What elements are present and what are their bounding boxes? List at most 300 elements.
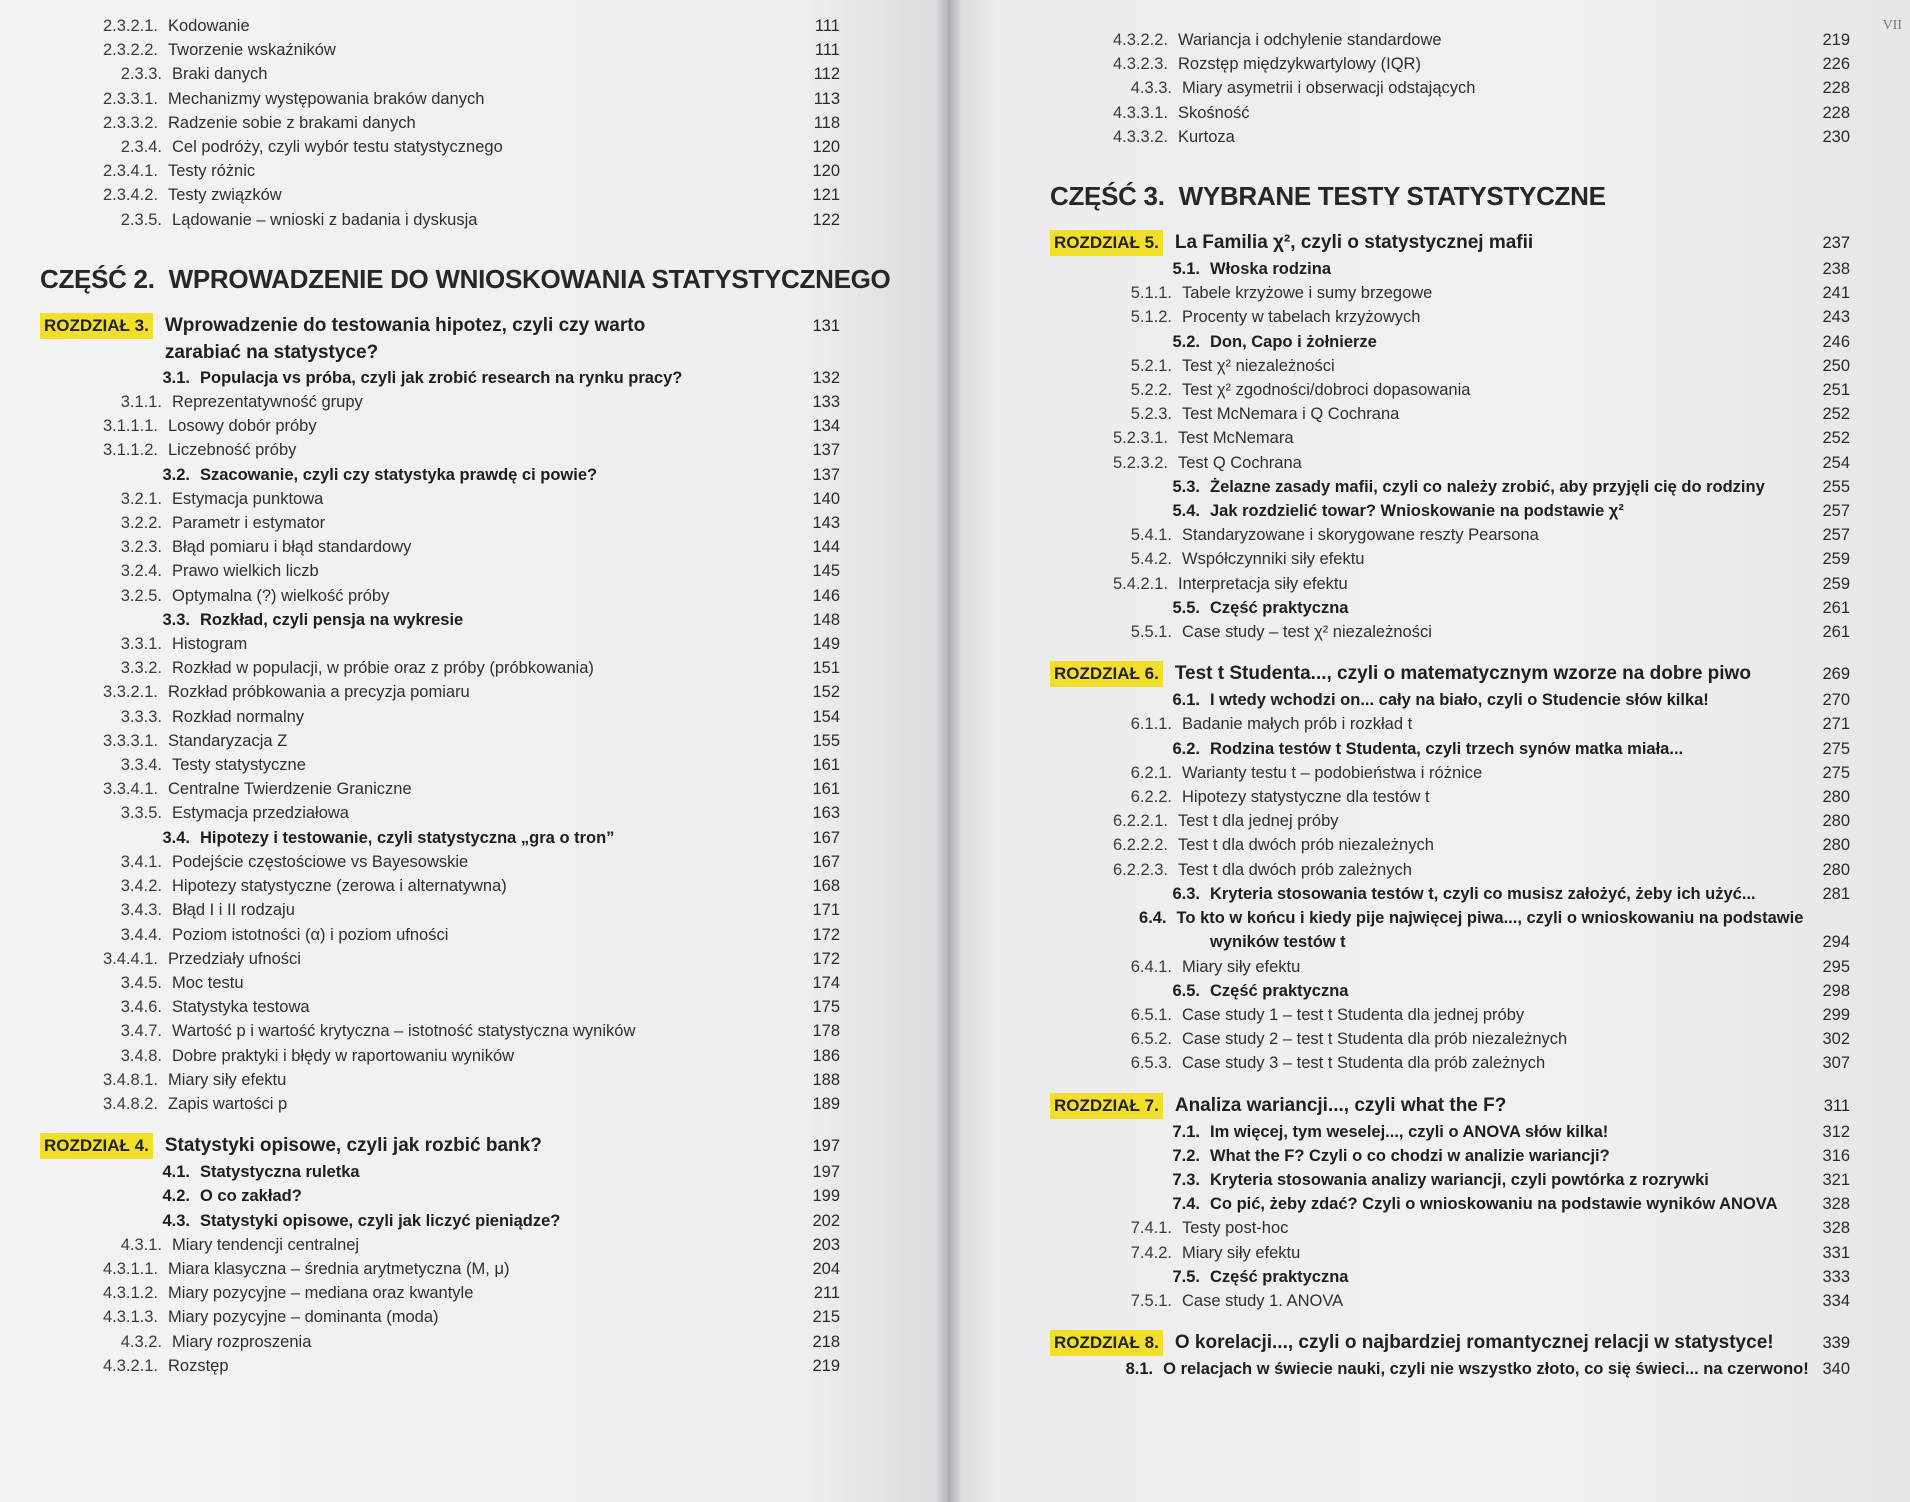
toc-entry [40, 135, 840, 159]
entry-title: Co pić, żeby zdać? Czyli o wnioskowaniu na podstawie wyników ANOVA [1210, 1195, 1778, 1214]
chapter-title: O korelacji..., czyli o najbardziej romantycznej relacji w statystyce! [1174, 1332, 1774, 1354]
toc-entry [40, 1354, 840, 1378]
entry-number: 5.2.3. [1130, 405, 1172, 424]
entry-title: Jak rozdzielić towar? Wnioskowanie na podstawie χ² [1210, 502, 1624, 521]
toc-entry [40, 826, 840, 850]
entry-number: 3.3.3. [120, 707, 162, 726]
entry-page: 254 [1822, 453, 1850, 472]
entry-page: 280 [1822, 812, 1850, 831]
entry-title: Kryteria stosowania analizy wariancji, czyli powtórka z rozrywki [1210, 1170, 1709, 1189]
entry-number: 7.5. [1172, 1267, 1200, 1286]
entry-title: Rozstęp międzykwartylowy (IQR) [1178, 55, 1421, 74]
entry-title: To kto w końcu i kiedy pije najwięcej piwa..., czyli o wnioskowaniu na podstawie [1176, 909, 1804, 928]
toc-entry [1050, 547, 1850, 571]
entry-number: 5.2.1. [1130, 356, 1172, 375]
toc-entry [40, 971, 840, 995]
entry-page: 333 [1822, 1267, 1850, 1286]
entry-page: 270 [1822, 691, 1850, 710]
entry-page: 137 [812, 441, 840, 460]
toc-entry [40, 535, 840, 559]
entry-title: Interpretacja siły efektu [1178, 574, 1348, 593]
entry-page: 280 [1822, 836, 1850, 855]
entry-page: 211 [813, 1284, 840, 1303]
toc-entry [40, 801, 840, 825]
entry-page: 152 [812, 683, 840, 702]
toc-entry [1050, 1357, 1850, 1381]
entry-number: 4.3.3. [1130, 79, 1172, 98]
entry-title: Test McNemara i Q Cochrana [1182, 405, 1400, 424]
entry-page: 134 [812, 417, 840, 436]
entry-number: 6.2. [1172, 739, 1200, 758]
chapter-heading [1050, 660, 1850, 688]
toc-list [1050, 257, 1850, 644]
entry-title: Zapis wartości p [168, 1094, 288, 1113]
entry-page: 172 [812, 949, 840, 968]
part-title: WPROWADZENIE DO WNIOSKOWANIA STATYSTYCZNEGO [168, 263, 891, 294]
entry-number: 6.2.2.1. [1112, 812, 1168, 831]
entry-title: Liczebność próby [168, 441, 297, 460]
toc-entry [1050, 523, 1850, 547]
entry-page: 328 [1822, 1219, 1850, 1238]
entry-page: 261 [1822, 623, 1850, 642]
toc-entry [40, 463, 840, 487]
toc-entry [40, 995, 840, 1019]
entry-number: 7.2. [1172, 1146, 1200, 1165]
entry-page: 167 [812, 852, 840, 871]
entry-page: 218 [812, 1332, 840, 1351]
entry-number: 2.3.3. [120, 65, 162, 84]
entry-number: 7.4.1. [1130, 1219, 1172, 1238]
entry-number: 3.3.1. [120, 635, 162, 654]
entry-page: 112 [813, 65, 840, 84]
toc-entry [1050, 354, 1850, 378]
toc-entry [1050, 305, 1850, 329]
toc-entry [1050, 572, 1850, 596]
entry-page: 204 [812, 1259, 840, 1278]
entry-title: Reprezentatywność grupy [172, 393, 363, 412]
entry-title: What the F? Czyli o co chodzi w analizie wariancji? [1210, 1146, 1610, 1165]
toc-entry [40, 1209, 840, 1233]
toc-entry [40, 87, 840, 111]
chapter-title-line1: Wprowadzenie do testowania hipotez, czyli czy warto [164, 314, 646, 336]
entry-title: Podejście częstościowe vs Bayesowskie [172, 852, 469, 871]
toc-entry [1050, 1265, 1850, 1289]
entry-title: Hipotezy statystyczne (zerowa i alternatywna) [172, 877, 507, 896]
entry-page: 307 [1822, 1054, 1850, 1073]
toc-list [40, 366, 840, 1116]
entry-page: 243 [1822, 308, 1850, 327]
entry-page: 202 [812, 1211, 840, 1230]
chapter-title: La Familia χ², czyli o statystycznej mafii [1174, 232, 1534, 254]
entry-number: 2.3.4.2. [102, 186, 158, 205]
entry-page: 302 [1822, 1030, 1850, 1049]
entry-number: 3.2.5. [120, 586, 162, 605]
entry-number: 7.4. [1172, 1195, 1200, 1214]
entry-number: 4.2. [162, 1187, 190, 1206]
toc-entry [1050, 101, 1850, 125]
toc-entry [40, 923, 840, 947]
toc-entry [1050, 499, 1850, 523]
entry-page: 148 [812, 610, 840, 629]
entry-title: Moc testu [172, 973, 244, 992]
toc-entry [40, 1092, 840, 1116]
entry-page: 149 [812, 635, 840, 654]
entry-page: 298 [1822, 981, 1850, 1000]
entry-number: 2.3.2.2. [102, 41, 158, 60]
entry-page: 168 [812, 877, 840, 896]
entry-page: 280 [1822, 860, 1850, 879]
entry-page: 197 [812, 1163, 840, 1182]
toc-entry [1050, 76, 1850, 100]
entry-page: 252 [1822, 405, 1850, 424]
entry-page: 261 [1822, 598, 1850, 617]
toc-entry [1050, 1289, 1850, 1313]
toc-entry [1050, 426, 1850, 450]
entry-number: 4.3.2.3. [1112, 55, 1168, 74]
entry-title: Cel podróży, czyli wybór testu statystycznego [172, 138, 503, 157]
entry-page: 203 [812, 1235, 840, 1254]
entry-title: Estymacja przedziałowa [172, 804, 349, 823]
entry-title: Radzenie sobie z brakami danych [168, 113, 416, 132]
entry-title: Im więcej, tym weselej..., czyli o ANOVA słów kilka! [1210, 1122, 1609, 1141]
entry-page: 271 [1822, 715, 1850, 734]
entry-title: Miary asymetrii i obserwacji odstających [1182, 79, 1476, 98]
entry-page: 252 [1822, 429, 1850, 448]
entry-page: 172 [812, 925, 840, 944]
entry-title: Test χ² niezależności [1182, 356, 1335, 375]
entry-title: Losowy dobór próby [168, 417, 317, 436]
entry-number: 7.5.1. [1130, 1291, 1172, 1310]
entry-page: 259 [1822, 574, 1850, 593]
entry-page: 275 [1822, 763, 1850, 782]
entry-number: 3.3.4. [120, 756, 162, 775]
entry-title: Kurtoza [1178, 127, 1235, 146]
entry-page: 312 [1822, 1122, 1850, 1141]
toc-entry [40, 1184, 840, 1208]
entry-number: 6.1. [1172, 691, 1200, 710]
entry-page: 230 [1822, 127, 1850, 146]
entry-page: 174 [812, 973, 840, 992]
toc-entry [1050, 688, 1850, 712]
toc-entry [1050, 930, 1850, 954]
entry-page: 144 [812, 538, 840, 557]
toc-entry [1050, 833, 1850, 857]
toc-entry [1050, 1120, 1850, 1144]
entry-number: 3.4.2. [120, 877, 162, 896]
toc-entry [1050, 712, 1850, 736]
entry-page: 241 [1822, 284, 1850, 303]
entry-title: Statystyki opisowe, czyli jak liczyć pieniądze? [200, 1211, 561, 1230]
entry-page: 113 [813, 89, 840, 108]
toc-entry [1050, 809, 1850, 833]
toc-entry [40, 777, 840, 801]
entry-number: 5.4. [1172, 502, 1200, 521]
entry-page: 188 [812, 1070, 840, 1089]
toc-entry [40, 632, 840, 656]
entry-page: 275 [1822, 739, 1850, 758]
entry-number: 2.3.4.1. [102, 162, 158, 181]
entry-title: Test t dla dwóch prób zależnych [1178, 860, 1412, 879]
entry-page: 226 [1822, 55, 1850, 74]
entry-number: 3.4.5. [120, 973, 162, 992]
entry-page: 228 [1822, 79, 1850, 98]
toc-entry [1050, 596, 1850, 620]
entry-number: 7.4.2. [1130, 1243, 1172, 1262]
entry-number: 5.2. [1172, 332, 1200, 351]
entry-number: 4.3.3.1. [1112, 103, 1168, 122]
entry-title: Dobre praktyki i błędy w raportowaniu wyników [172, 1046, 515, 1065]
entry-title: Test χ² zgodności/dobroci dopasowania [1182, 381, 1471, 400]
toc-entry [40, 680, 840, 704]
chapter-title: Analiza wariancji..., czyli what the F? [1174, 1094, 1507, 1116]
toc-entry [40, 414, 840, 438]
part-title: WYBRANE TESTY STATYSTYCZNE [1178, 181, 1606, 212]
toc-entry [1050, 1027, 1850, 1051]
chapter-badge: ROZDZIAŁ 3. [40, 313, 153, 339]
toc-entry [1050, 281, 1850, 305]
entry-number: 3.1.1.2. [102, 441, 158, 460]
toc-entry [40, 438, 840, 462]
entry-title: Tabele krzyżowe i sumy brzegowe [1182, 284, 1433, 303]
entry-page: 178 [812, 1022, 840, 1041]
entry-title: Miara klasyczna – średnia arytmetyczna (M, μ) [168, 1259, 510, 1278]
entry-title: Estymacja punktowa [172, 489, 324, 508]
chapter-badge: ROZDZIAŁ 6. [1050, 661, 1163, 687]
entry-title: Przedziały ufności [168, 949, 301, 968]
toc-entry [1050, 955, 1850, 979]
page-number: VII [1882, 18, 1902, 33]
entry-page: 219 [1822, 31, 1850, 49]
entry-title: Żelazne zasady mafii, czyli co należy zrobić, aby przyjęli cię do rodziny [1210, 477, 1765, 496]
entry-title: Kryteria stosowania testów t, czyli co musisz założyć, żeby ich użyć... [1210, 884, 1756, 903]
toc-entry [1050, 785, 1850, 809]
toc-entry [1050, 28, 1850, 52]
entry-number: 6.5.3. [1130, 1054, 1172, 1073]
entry-page: 280 [1822, 788, 1850, 807]
entry-page: 171 [812, 901, 840, 920]
entry-title: Case study 1. ANOVA [1182, 1291, 1344, 1310]
toc-entry [40, 14, 840, 38]
entry-title: Miary siły efektu [168, 1070, 287, 1089]
toc-entry [40, 208, 840, 232]
entry-number: 3.2.2. [120, 514, 162, 533]
entry-title: Case study 2 – test t Studenta dla prób niezależnych [1182, 1030, 1568, 1049]
entry-number: 3.1. [162, 368, 190, 387]
entry-number: 3.4.8. [120, 1046, 162, 1065]
entry-title: Miary pozycyjne – dominanta (moda) [168, 1308, 439, 1327]
chapter-title: Test t Studenta..., czyli o matematycznym wzorze na dobre piwo [1174, 663, 1751, 685]
entry-page: 316 [1822, 1146, 1850, 1165]
entry-number: 3.4.8.1. [102, 1070, 158, 1089]
toc-entry [1050, 378, 1850, 402]
entry-number: 6.2.2. [1130, 788, 1172, 807]
entry-number: 6.2.2.2. [1112, 836, 1168, 855]
toc-entry [1050, 906, 1850, 930]
toc-entry [1050, 1144, 1850, 1168]
toc-entry [1050, 979, 1850, 1003]
entry-number: 3.4. [162, 828, 190, 847]
part-label: CZĘŚĆ 3. [1050, 181, 1165, 212]
chapter-heading [1050, 1329, 1850, 1357]
left-toc [40, 14, 891, 1378]
entry-title: Część praktyczna [1210, 598, 1349, 617]
entry-number: 4.3. [162, 1211, 190, 1230]
entry-number: 3.4.3. [120, 901, 162, 920]
toc-entry [1050, 257, 1850, 281]
toc-entry [1050, 1192, 1850, 1216]
toc-entry [1050, 620, 1850, 644]
entry-page: 251 [1822, 381, 1850, 400]
entry-number: 5.1.1. [1130, 284, 1172, 303]
entry-title: Wariancja i odchylenie standardowe [1178, 31, 1442, 49]
entry-page: 334 [1822, 1291, 1850, 1310]
entry-number: 3.2. [162, 465, 190, 484]
toc-entry [1050, 1003, 1850, 1027]
entry-number: 3.4.4.1. [102, 949, 158, 968]
entry-title: Statystyczna ruletka [200, 1163, 360, 1182]
entry-page: 161 [812, 756, 840, 775]
entry-number: 6.1.1. [1130, 715, 1172, 734]
entry-page: 257 [1822, 526, 1850, 545]
entry-title: Hipotezy statystyczne dla testów t [1182, 788, 1430, 807]
entry-number: 6.4. [1139, 909, 1167, 928]
entry-number: 3.3.3.1. [102, 731, 158, 750]
entry-title: Optymalna (?) wielkość próby [172, 586, 390, 605]
toc-entry [40, 1257, 840, 1281]
toc-entry [40, 1019, 840, 1043]
toc-entry [40, 729, 840, 753]
entry-title: Warianty testu t – podobieństwa i różnice [1182, 763, 1483, 782]
entry-page: 132 [812, 368, 840, 387]
toc-entry [40, 1233, 840, 1257]
entry-number: 3.3.5. [120, 804, 162, 823]
chapter-heading [40, 1132, 840, 1160]
chapter-heading [1050, 1092, 1850, 1120]
entry-page: 259 [1822, 550, 1850, 569]
chapter-page: 269 [1822, 665, 1850, 684]
entry-title: Rozkład normalny [172, 707, 305, 726]
entry-number: 3.3.2. [120, 659, 162, 678]
entry-number: 7.1. [1172, 1122, 1200, 1141]
entry-page: 228 [1822, 103, 1850, 122]
entry-page: 161 [812, 780, 840, 799]
entry-page: 155 [812, 731, 840, 750]
entry-page: 145 [812, 562, 840, 581]
entry-number: 2.3.3.2. [102, 113, 158, 132]
entry-title: Test t dla dwóch prób niezależnych [1178, 836, 1434, 855]
entry-number: 3.2.3. [120, 538, 162, 557]
entry-number: 6.5.1. [1130, 1005, 1172, 1024]
entry-number: 2.3.5. [120, 210, 162, 229]
entry-title: Statystyka testowa [172, 998, 310, 1017]
entry-number: 6.5. [1172, 981, 1200, 1000]
toc-entry [40, 608, 840, 632]
entry-title: Parametr i estymator [172, 514, 326, 533]
entry-page: 163 [812, 804, 840, 823]
entry-title: Miary pozycyjne – mediana oraz kwantyle [168, 1284, 474, 1303]
chapter-heading [1050, 229, 1850, 257]
entry-number: 5.5.1. [1130, 623, 1172, 642]
entry-title: Współczynniki siły efektu [1182, 550, 1365, 569]
toc-entry [40, 366, 840, 390]
entry-title: Włoska rodzina [1210, 260, 1332, 279]
entry-page: 154 [812, 707, 840, 726]
entry-number: 4.3.1. [120, 1235, 162, 1254]
entry-number: 3.3.4.1. [102, 780, 158, 799]
entry-title: Testy post-hoc [1182, 1219, 1289, 1238]
entry-title: Błąd pomiaru i błąd standardowy [172, 538, 412, 557]
toc-list [1050, 28, 1850, 149]
entry-number: 4.3.2. [120, 1332, 162, 1351]
entry-page: 189 [812, 1094, 840, 1113]
entry-number: 2.3.3.1. [102, 89, 158, 108]
entry-page: 215 [812, 1308, 840, 1327]
entry-title: Miary tendencji centralnej [172, 1235, 360, 1254]
entry-title: Testy związków [168, 186, 282, 205]
entry-number: 5.2.2. [1130, 381, 1172, 400]
toc-entry [40, 487, 840, 511]
entry-number: 8.1. [1125, 1360, 1154, 1379]
chapter-badge: ROZDZIAŁ 7. [1050, 1093, 1163, 1119]
entry-title: Rodzina testów t Studenta, czyli trzech synów matka miała... [1210, 739, 1684, 758]
toc-entry [1050, 858, 1850, 882]
entry-number: 4.1. [162, 1163, 190, 1182]
toc-entry [1050, 451, 1850, 475]
entry-page: 122 [812, 210, 840, 229]
entry-page: 111 [814, 41, 840, 60]
entry-title: Tworzenie wskaźników [168, 41, 336, 60]
toc-entry [1050, 125, 1850, 149]
entry-page: 294 [1822, 933, 1850, 952]
entry-number: 6.3. [1172, 884, 1200, 903]
toc-list [40, 14, 840, 232]
entry-number: 2.3.4. [120, 138, 162, 157]
entry-title: Rozkład próbkowania a precyzja pomiaru [168, 683, 470, 702]
entry-number: 3.4.6. [120, 998, 162, 1017]
toc-entry [1050, 1051, 1850, 1075]
part-label: CZĘŚĆ 2. [40, 263, 155, 294]
entry-title: Rozkład w populacji, w próbie oraz z próby (próbkowania) [172, 659, 594, 678]
toc-entry [40, 874, 840, 898]
entry-title: Rozkład, czyli pensja na wykresie [200, 610, 464, 629]
entry-title: Prawo wielkich liczb [172, 562, 319, 581]
entry-number: 7.3. [1172, 1170, 1200, 1189]
chapter-title: Statystyki opisowe, czyli jak rozbić bank? [164, 1135, 542, 1157]
entry-page: 321 [1822, 1170, 1850, 1189]
entry-page: 246 [1822, 332, 1850, 351]
toc-entry [40, 1068, 840, 1092]
chapter-title-line2: zarabiać na statystyce? [164, 341, 379, 363]
entry-page: 255 [1822, 477, 1850, 496]
chapter-page: 237 [1822, 234, 1850, 253]
entry-title: Mechanizmy występowania braków danych [168, 89, 485, 108]
chapter-badge: ROZDZIAŁ 5. [1050, 230, 1163, 256]
entry-title: Wartość p i wartość krytyczna – istotność statystyczna wyników [172, 1022, 636, 1041]
entry-number: 3.4.7. [120, 1022, 162, 1041]
entry-number: 3.3.2.1. [102, 683, 158, 702]
entry-page: 340 [1822, 1360, 1850, 1379]
entry-number: 3.1.1.1. [102, 417, 158, 436]
entry-title: Populacja vs próba, czyli jak zrobić research na rynku pracy? [200, 368, 683, 387]
entry-page: 143 [812, 514, 840, 533]
book-spine-shadow [936, 0, 962, 1502]
toc-entry [1050, 761, 1850, 785]
entry-number: 4.3.2.1. [102, 1356, 158, 1375]
entry-title: Procenty w tabelach krzyżowych [1182, 308, 1421, 327]
entry-page: 219 [812, 1356, 840, 1375]
entry-number: 4.3.1.1. [102, 1259, 158, 1278]
chapter-title [165, 312, 780, 366]
